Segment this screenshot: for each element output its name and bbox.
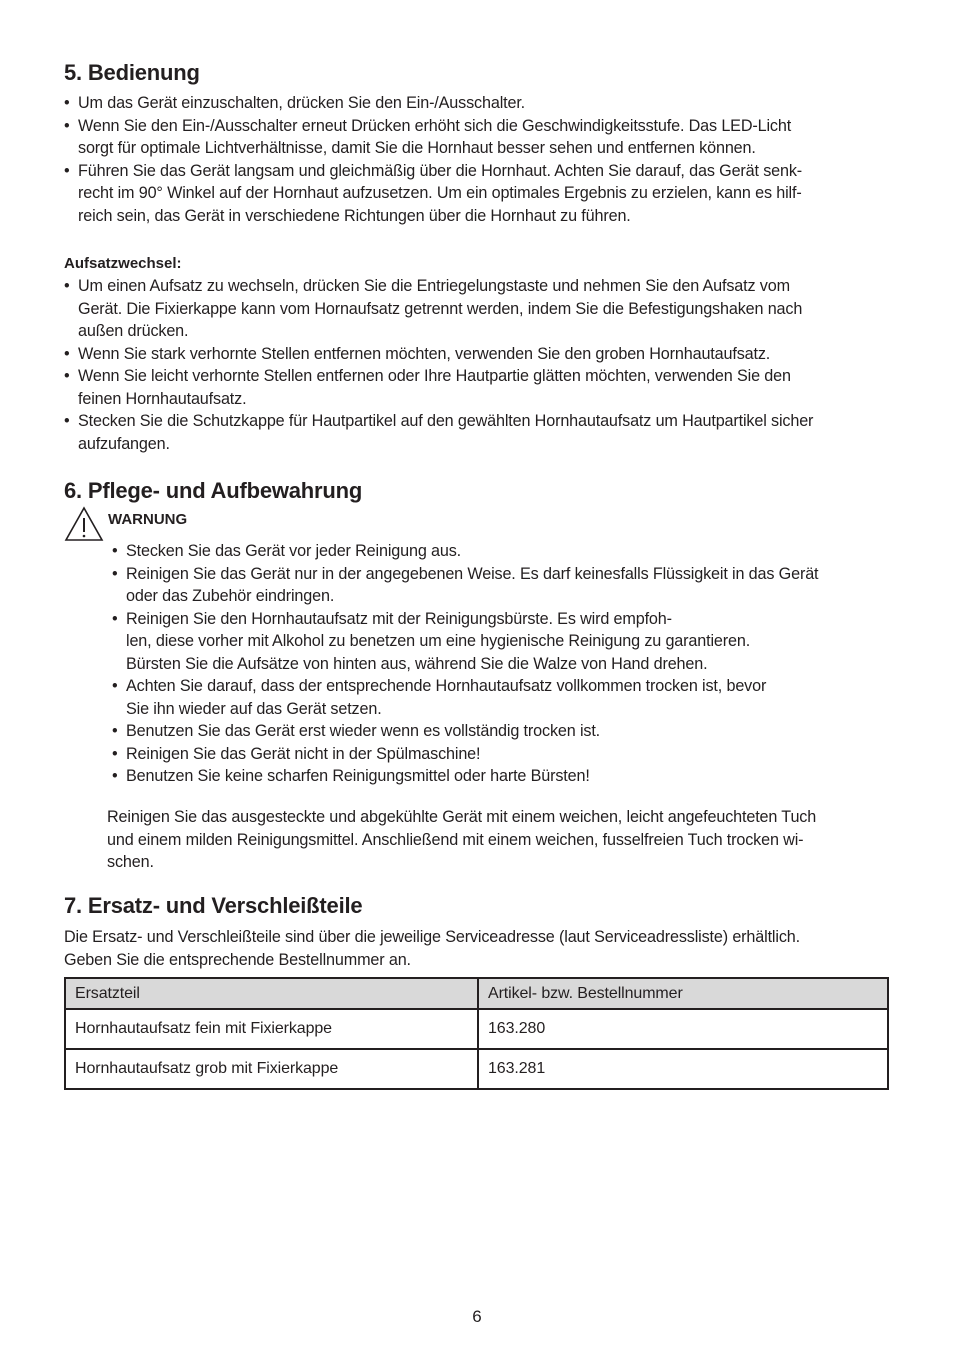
list-item: • Um das Gerät einzuschalten, drücken Sie den Ein-/Ausschalter. <box>64 92 890 115</box>
page-number: 6 <box>472 1307 482 1326</box>
section-title: 6. Pflege- und Aufbewahrung <box>64 478 363 503</box>
bullet-list <box>64 275 890 455</box>
parts-table <box>64 977 889 1090</box>
cleaning-paragraph: Reinigen Sie das ausgesteckte und abgekühlte Gerät mit einem weichen, leicht angefeuchteten Tuch und einem milden Reinigungsmittel. Anschließend mit einem weichen, fusselfreien Tuch trocken wi- schen. <box>107 808 817 871</box>
list-item: • Um einen Aufsatz zu wechseln, drücken Sie die Entriegelungstaste und nehmen Sie den Aufsatz vom Gerät. Die Fixierkappe kann vom Hornaufsatz getrennt werden, indem Sie die Befestigungshaken nach außen drücken. <box>64 275 890 343</box>
intro-paragraph: Die Ersatz- und Verschleißteile sind über die jeweilige Serviceadresse (laut Serviceadressliste) erhältlich. Geben Sie die entsprechende Bestellnummer an. <box>64 928 800 969</box>
section-ersatzteile <box>64 893 890 1090</box>
section-bedienung <box>64 60 890 227</box>
subheading: Aufsatzwechsel: <box>64 255 182 272</box>
table-header-cell: Artikel- bzw. Bestellnummer <box>478 978 888 1009</box>
table-cell: 163.280 <box>478 1009 888 1049</box>
warning-triangle-icon <box>64 506 104 542</box>
table-header-cell: Ersatzteil <box>65 978 478 1009</box>
list-item: • Stecken Sie das Gerät vor jeder Reinigung aus. <box>112 540 892 563</box>
table-cell: Hornhautaufsatz fein mit Fixierkappe <box>65 1009 478 1049</box>
list-item: • Reinigen Sie das Gerät nicht in der Spülmaschine! <box>112 743 892 766</box>
table-header-row <box>65 978 888 1009</box>
list-item: • Wenn Sie leicht verhornte Stellen entfernen oder Ihre Hautpartie glätten möchten, verwenden Sie den feinen Hornhautaufsatz. <box>64 365 890 410</box>
list-item: • Benutzen Sie keine scharfen Reinigungsmittel oder harte Bürsten! <box>112 765 892 788</box>
table-row <box>65 1009 888 1049</box>
section-title: 7. Ersatz- und Verschleißteile <box>64 893 363 918</box>
warning-label: WARNUNG <box>108 511 188 528</box>
list-item: • Reinigen Sie das Gerät nur in der angegebenen Weise. Es darf keinesfalls Flüssigkeit in das Gerät oder das Zubehör eindringen. <box>112 563 892 608</box>
list-item: • Benutzen Sie das Gerät erst wieder wenn es vollständig trocken ist. <box>112 720 892 743</box>
list-item: • Achten Sie darauf, dass der entsprechende Hornhautaufsatz vollkommen trocken ist, bevor Sie ihn wieder auf das Gerät setzen. <box>112 675 892 720</box>
list-item: • Wenn Sie stark verhornte Stellen entfernen möchten, verwenden Sie den groben Hornhautaufsatz. <box>64 343 890 366</box>
section-title: 5. Bedienung <box>64 60 200 85</box>
bullet-list <box>112 540 892 788</box>
table-cell: Hornhautaufsatz grob mit Fixierkappe <box>65 1049 478 1089</box>
table-row <box>65 1049 888 1089</box>
table-cell: 163.281 <box>478 1049 888 1089</box>
bullet-list <box>64 92 890 227</box>
list-item: • Stecken Sie die Schutzkappe für Hautpartikel auf den gewählten Hornhautaufsatz um Hautpartikel sicher aufzufangen. <box>64 410 890 455</box>
section-pflege <box>64 478 890 871</box>
subsection-aufsatzwechsel <box>64 254 890 455</box>
list-item: • Führen Sie das Gerät langsam und gleichmäßig über die Hornhaut. Achten Sie darauf, das Gerät senk- recht im 90° Winkel auf der Hornhaut aufzusetzen. Um ein optimales Ergebnis zu erzielen, kann es hilf- reich sein, das Gerät in verschiedene Richtungen über die Hornhaut zu führen. <box>64 160 890 228</box>
list-item: • Reinigen Sie den Hornhautaufsatz mit der Reinigungsbürste. Es wird empfoh- len, diese vorher mit Alkohol zu benetzen um eine hygienische Reinigung zu garantieren. Bürsten Sie die Aufsätze von hinten aus, während Sie die Walze von Hand drehen. <box>112 608 892 676</box>
list-item: • Wenn Sie den Ein-/Ausschalter erneut Drücken erhöht sich die Geschwindigkeitsstufe. Das LED-Licht sorgt für optimale Lichtverhältnisse, damit Sie die Hornhaut besser sehen und entfernen können. <box>64 115 890 160</box>
